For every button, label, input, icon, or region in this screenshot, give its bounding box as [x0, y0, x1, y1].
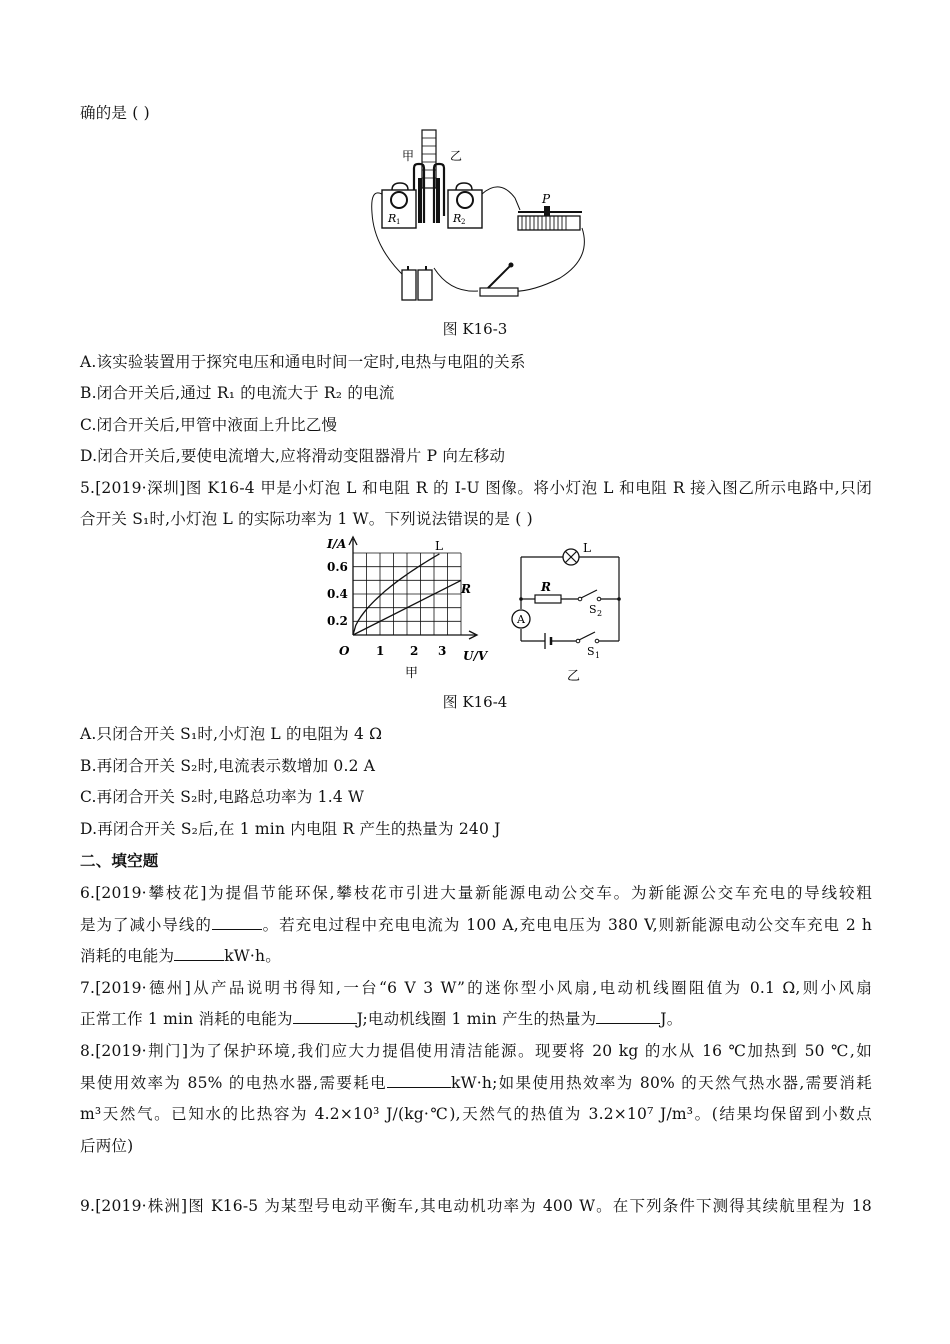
q7-line-2-middle: J;电动机线圈 1 min 产生的热量为 — [356, 1010, 597, 1028]
graph-x-tick-1: 1 — [376, 644, 385, 658]
q4-stem-end: 确的是 ( ) — [80, 104, 150, 122]
graph-y-tick-0-2: 0.2 — [327, 614, 348, 628]
fig-r2-label: R — [453, 212, 462, 225]
q4-option-c: C.闭合开关后,甲管中液面上升比乙慢 — [80, 416, 338, 434]
fig-r2-sub: 2 — [461, 218, 466, 226]
q8-line-2 — [80, 1071, 872, 1093]
q8-line-3: m³天然气。已知水的比热容为 4.2×10³ J/(kg·℃),天然气的热值为 3.2×10⁷ J/m³。(结果均保留到小数点 — [80, 1105, 872, 1123]
figure-k16-4-caption: 图 K16-4 — [442, 693, 508, 711]
curve-l — [353, 554, 439, 635]
graph-x-tick-3: 3 — [438, 644, 447, 658]
q4-option-b: B.闭合开关后,通过 R₁ 的电流大于 R₂ 的电流 — [80, 384, 395, 402]
graph-origin: O — [339, 644, 350, 658]
q6-line-3 — [80, 944, 281, 966]
fig-r1-sub: 1 — [396, 218, 401, 226]
circuit-ammeter-label: A — [517, 613, 525, 626]
q4-option-a: A.该实验装置用于探究电压和通电时间一定时,电热与电阻的关系 — [80, 353, 526, 371]
q5-option-b: B.再闭合开关 S₂时,电流表示数增加 0.2 A — [80, 757, 376, 775]
q9-line-1: 9.[2019·株洲]图 K16-5 为某型号电动平衡车,其电动机功率为 400 W。在下列条件下测得其续航里程为 18 — [80, 1197, 872, 1215]
q6-line-1: 6.[2019·攀枝花]为提倡节能环保,攀枝花市引进大量新能源电动公交车。为新能源公交车充电的导线较粗 — [80, 884, 872, 902]
graph-y-tick-0-4: 0.4 — [327, 587, 348, 601]
fig-jia-label: 甲 — [402, 149, 415, 163]
curve-r-label: R — [461, 582, 471, 596]
circuit-resistor-label: R — [541, 580, 551, 594]
figure-k16-4-graph — [315, 535, 495, 685]
q6-blank-1[interactable] — [212, 915, 262, 930]
q8-line-2-end: kW·h;如果使用热效率为 80% 的天然气热水器,需要消耗 — [451, 1074, 872, 1092]
q7-line-2-end: J。 — [660, 1010, 683, 1028]
graph-x-label: U/V — [463, 649, 488, 663]
q7-line-1: 7.[2019·德州]从产品说明书得知,一台“6 V 3 W”的迷你型小风扇,电动机线圈阻值为 0.1 Ω,则小风扇 — [80, 979, 872, 997]
graph-x-tick-2: 2 — [410, 644, 419, 658]
q8-line-1: 8.[2019·荆门]为了保护环境,我们应大力提倡使用清洁能源。现要将 20 kg 的水从 16 ℃加热到 50 ℃,如 — [80, 1042, 872, 1060]
circuit-s1-sub: 1 — [595, 651, 601, 660]
section-title-fill-in: 二、填空题 — [80, 852, 159, 870]
q5-option-c: C.再闭合开关 S₂时,电路总功率为 1.4 W — [80, 788, 365, 806]
graph-y-tick-0-6: 0.6 — [327, 560, 348, 574]
q5-option-d: D.再闭合开关 S₂后,在 1 min 内电阻 R 产生的热量为 240 J — [80, 820, 501, 838]
q6-blank-2[interactable] — [174, 946, 224, 961]
q6-line-2 — [80, 913, 872, 935]
q5-line-1: 5.[2019·深圳]图 K16-4 甲是小灯泡 L 和电阻 R 的 I-U 图像。将小灯泡 L 和电阻 R 接入图乙所示电路中,只闭 — [80, 479, 872, 497]
graph-y-label: I/A — [327, 537, 347, 551]
circuit-s1-label: S — [587, 645, 595, 658]
q8-line-2-start: 果使用效率为 85% 的电热水器,需要耗电 — [80, 1074, 388, 1092]
q7-line-2 — [80, 1007, 682, 1029]
fig-r1-label: R — [388, 212, 397, 225]
circuit-s2-sub: 2 — [597, 609, 603, 618]
q7-blank-1[interactable] — [293, 1009, 357, 1024]
q7-line-2-start: 正常工作 1 min 消耗的电能为 — [80, 1010, 293, 1028]
circuit-lamp-label: L — [583, 541, 591, 555]
q5-option-a: A.只闭合开关 S₁时,小灯泡 L 的电阻为 4 Ω — [80, 725, 383, 743]
circuit-s2-label: S — [589, 603, 597, 616]
curve-l-label: L — [435, 539, 443, 553]
figure-k16-3-caption: 图 K16-3 — [442, 320, 508, 338]
q4-option-d: D.闭合开关后,要使电流增大,应将滑动变阻器滑片 P 向左移动 — [80, 447, 506, 465]
q6-line-3-start: 消耗的电能为 — [80, 947, 175, 965]
fig-yi-label: 乙 — [450, 149, 463, 163]
q6-line-2-start: 是为了减小导线的 — [80, 916, 212, 934]
q6-line-2-end: 。若充电过程中充电电流为 100 A,充电电压为 380 V,则新能源电动公交车充电 2 h — [261, 916, 872, 934]
circuit-sub-caption: 乙 — [567, 669, 581, 684]
graph-sub-caption: 甲 — [405, 666, 419, 681]
q6-line-3-end: kW·h。 — [224, 947, 281, 965]
figure-k16-4-circuit — [505, 535, 635, 685]
q8-blank-1[interactable] — [387, 1073, 451, 1088]
q7-blank-2[interactable] — [596, 1009, 660, 1024]
q5-line-2: 合开关 S₁时,小灯泡 L 的实际功率为 1 W。下列说法错误的是 ( ) — [80, 510, 533, 528]
fig-p-label: P — [542, 192, 551, 206]
figure-k16-3 — [370, 128, 600, 308]
q8-line-4: 后两位) — [80, 1137, 134, 1155]
